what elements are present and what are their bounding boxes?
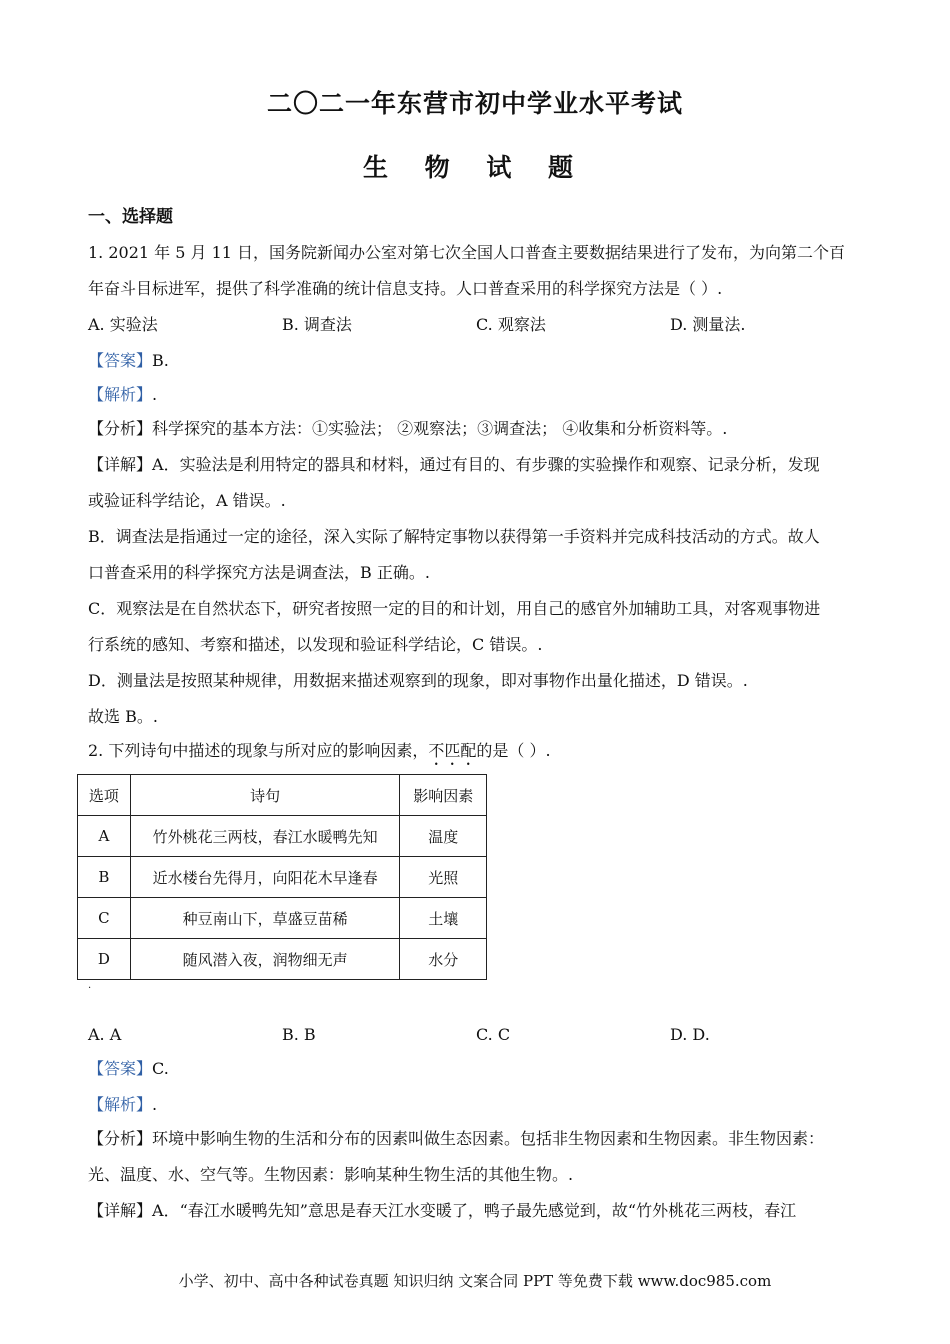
table-cell-option: C [78,898,131,939]
analysis-tag: 【解析】 [88,1095,153,1114]
q1-stem-line2: 年奋斗目标进军，提供了科学准确的统计信息支持。人口普查采用的科学探究方法是（ ）. [88,279,723,298]
q2-stem [88,740,863,769]
q1-conclusion: 故选 B。. [88,707,158,726]
detail-text: A．“春江水暖鸭先知”意思是春天江水变暖了，鸭子最先感觉到，故“竹外桃花三两枝，春江 [152,1201,797,1220]
q1-stem-line1: 1. 2021 年 5 月 11 日，国务院新闻办公室对第七次全国人口普查主要数据结果进行了发布，为向第二个百 [88,243,846,262]
answer-value: C. [152,1059,169,1078]
table-cell-poem: 竹外桃花三两枝，春江水暖鸭先知 [130,816,400,857]
table-cell-factor: 温度 [400,816,487,857]
q2-option-b: B. B [282,1025,316,1044]
table-cell-factor: 土壤 [400,898,487,939]
fenxi-text: 环境中影响生物的生活和分布的因素叫做生态因素。包括非生物因素和生物因素。非生物因素： [152,1129,825,1148]
table-row [78,898,487,939]
fenxi-text: 科学探究的基本方法：①实验法； ②观察法；③调查法； ④收集和分析资料等。. [152,419,728,438]
table-cell-option: A [78,816,131,857]
detail-tag: 【详解】 [88,455,153,474]
q1-detail-d1: D．测量法是按照某种规律，用数据来描述观察到的现象，即对事物作出量化描述，D 错误。. [88,671,748,690]
q2-stem-emphasis: 不匹配 [428,741,477,760]
table-cell-factor: 水分 [400,939,487,980]
section-heading: 一、选择题 [88,207,173,227]
analysis-text: . [152,385,158,404]
table-trailing-mark: . [88,980,92,991]
q1-option-a: A. 实验法 [88,315,158,334]
q1-option-c: C. 观察法 [476,315,546,334]
table-header-option: 选项 [78,775,131,816]
q2-detail-a1 [88,1200,863,1222]
q2-answer [88,1058,863,1080]
table-header-factor: 影响因素 [400,775,487,816]
q2-table [77,774,487,980]
table-row [78,939,487,980]
table-cell-option: B [78,857,131,898]
table-row [78,857,487,898]
page-footer: 小学、初中、高中各种试卷真题 知识归纳 文案合同 PPT 等免费下载 www.doc985.com [178,1272,772,1290]
detail-tag: 【详解】 [88,1201,153,1220]
fenxi-tag: 【分析】 [88,419,153,438]
q2-stem-before: 2. 下列诗句中描述的现象与所对应的影响因素， [88,741,429,760]
q1-option-b: B. 调查法 [282,315,352,334]
analysis-text: . [152,1095,158,1114]
analysis-tag: 【解析】 [88,385,153,404]
q1-detail-a1 [88,454,863,476]
q2-fenxi-line1 [88,1128,863,1150]
table-row [78,816,487,857]
q1-analysis [88,384,863,406]
answer-value: B. [152,351,169,370]
q1-detail-b2: 口普查采用的科学探究方法是调查法，B 正确。. [88,563,430,582]
detail-text: A．实验法是利用特定的器具和材料，通过有目的、有步骤的实验操作和观察、记录分析，发现 [152,455,820,474]
q2-fenxi-line2: 光、温度、水、空气等。生物因素：影响某种生物生活的其他生物。. [88,1165,574,1184]
answer-tag: 【答案】 [88,1059,153,1078]
table-cell-poem: 种豆南山下，草盛豆苗稀 [130,898,400,939]
table-cell-poem: 近水楼台先得月，向阳花木早逢春 [130,857,400,898]
table-cell-poem: 随风潜入夜，润物细无声 [130,939,400,980]
q2-option-c: C. C [476,1025,511,1044]
q2-analysis [88,1094,863,1116]
q1-option-d: D. 测量法. [670,315,746,334]
q1-detail-a2: 或验证科学结论，A 错误。. [88,491,286,510]
fenxi-tag: 【分析】 [88,1129,153,1148]
q2-option-d: D. D. [670,1025,710,1044]
answer-tag: 【答案】 [88,351,153,370]
q1-detail-c2: 行系统的感知、考察和描述，以发现和验证科学结论，C 错误。. [88,635,543,654]
table-header-poem: 诗句 [130,775,400,816]
table-cell-factor: 光照 [400,857,487,898]
q1-detail-c1: C．观察法是在自然状态下，研究者按照一定的目的和计划，用自己的感官外加辅助工具，对客观事物进 [88,599,821,618]
q2-stem-after: 的是（ ）. [476,741,551,760]
exam-title: 二〇二一年东营市初中学业水平考试 [266,89,683,118]
table-cell-option: D [78,939,131,980]
q1-detail-b1: B．调查法是指通过一定的途径，深入实际了解特定事物以获得第一手资料并完成科技活动的方式。故人 [88,527,820,546]
q1-answer [88,350,863,372]
table-header-row [78,775,487,816]
q2-option-a: A. A [88,1025,122,1044]
subject-title: 生 物 试 题 [362,153,588,182]
q1-fenxi [88,418,863,440]
